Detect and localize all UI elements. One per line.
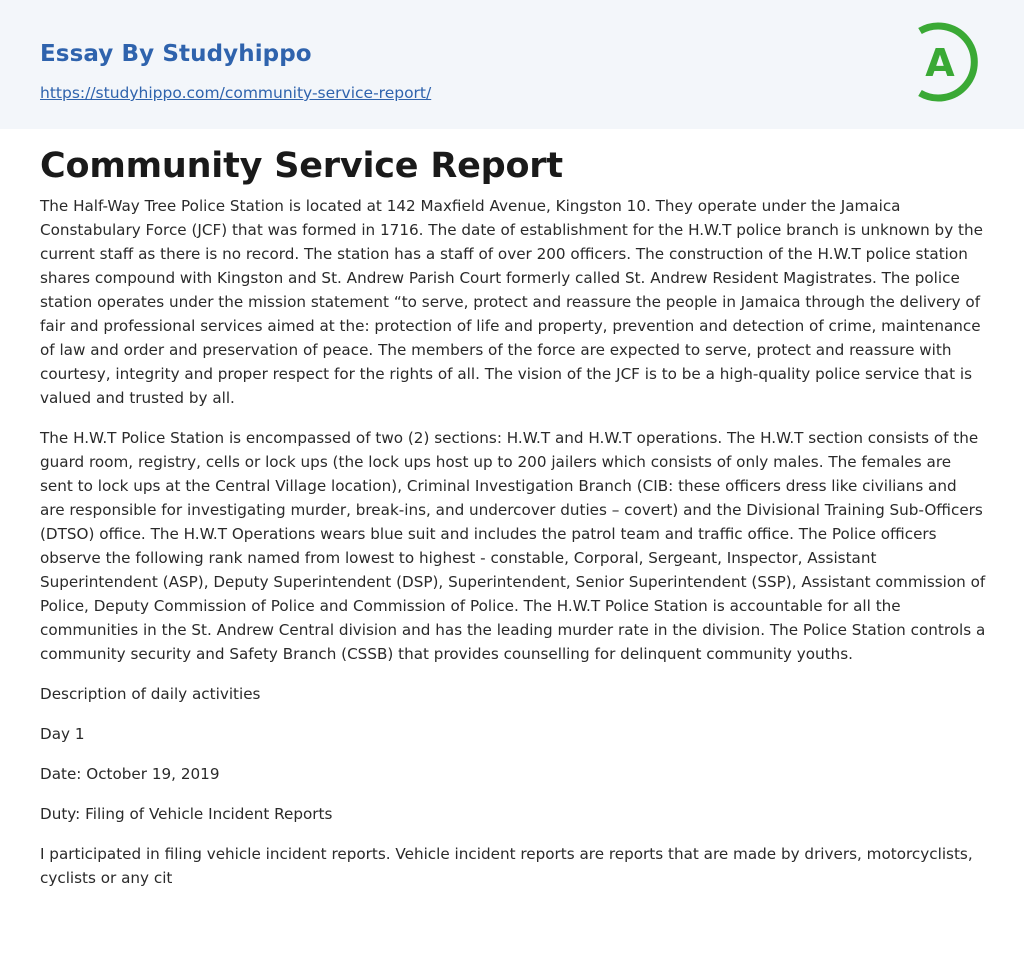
essay-paragraph: Duty: Filing of Vehicle Incident Reports bbox=[40, 805, 333, 823]
page-title: Community Service Report bbox=[40, 146, 563, 186]
essay-url-link[interactable]: https://studyhippo.com/community-service-report/ bbox=[40, 84, 432, 102]
essay-paragraph: Date: October 19, 2019 bbox=[40, 765, 220, 783]
site-title[interactable]: Essay By Studyhippo bbox=[40, 41, 312, 67]
logo-letter: A bbox=[925, 41, 955, 85]
studyhippo-logo-icon[interactable] bbox=[912, 19, 986, 105]
essay-paragraph: The Half-Way Tree Police Station is located at 142 Maxfield Avenue, Kingston 10. They operate under the Jamaica Constabulary Force (JCF) that was formed in 1716. The date of establishment for the H.W.T police branch is unknown by the current staff as there is no record. The station has a staff of over 200 officers. The construction of the H.W.T police station shares compound with Kingston and St. Andrew Parish Court formerly called St. Andrew Resident Magistrates. The police station operates under the mission statement “to serve, protect and reassure the people in Jamaica through the delivery of fair and professional services aimed at the: protection of life and property, prevention and detection of crime, maintenance of law and order and preservation of peace. The members of the force are expected to serve, protect and reassure with courtesy, integrity and proper respect for the rights of all. The vision of the JCF is to be a high-quality police service that is valued and trusted by all. bbox=[40, 197, 983, 407]
essay-paragraph: I participated in filing vehicle incident reports. Vehicle incident reports are reports that are made by drivers, motorcyclists, cyclists or any cit bbox=[40, 845, 973, 887]
essay-body bbox=[40, 194, 986, 906]
essay-paragraph: Day 1 bbox=[40, 725, 85, 743]
essay-paragraph: Description of daily activities bbox=[40, 685, 261, 703]
essay-paragraph: The H.W.T Police Station is encompassed of two (2) sections: H.W.T and H.W.T operations. The H.W.T section consists of the guard room, registry, cells or lock ups (the lock ups host up to 200 jailers which consists of only males. The females are sent to lock ups at the Central Village location), Criminal Investigation Branch (CIB: these officers dress like civilians and are responsible for investigating murder, break-ins, and undercover duties – covert) and the Divisional Training Sub-Officers (DTSO) office. The H.W.T Operations wears blue suit and includes the patrol team and traffic office. The Police officers observe the following rank named from lowest to highest - constable, Corporal, Sergeant, Inspector, Assistant Superintendent (ASP), Deputy Superintendent (DSP), Superintendent, Senior Superintendent (SSP), Assistant commission of Police, Deputy Commission of Police and Commission of Police. The H.W.T Police Station is accountable for all the communities in the St. Andrew Central division and has the leading murder rate in the division. The Police Station controls a community security and Safety Branch (CSSB) that provides counselling for delinquent community youths. bbox=[40, 429, 986, 663]
